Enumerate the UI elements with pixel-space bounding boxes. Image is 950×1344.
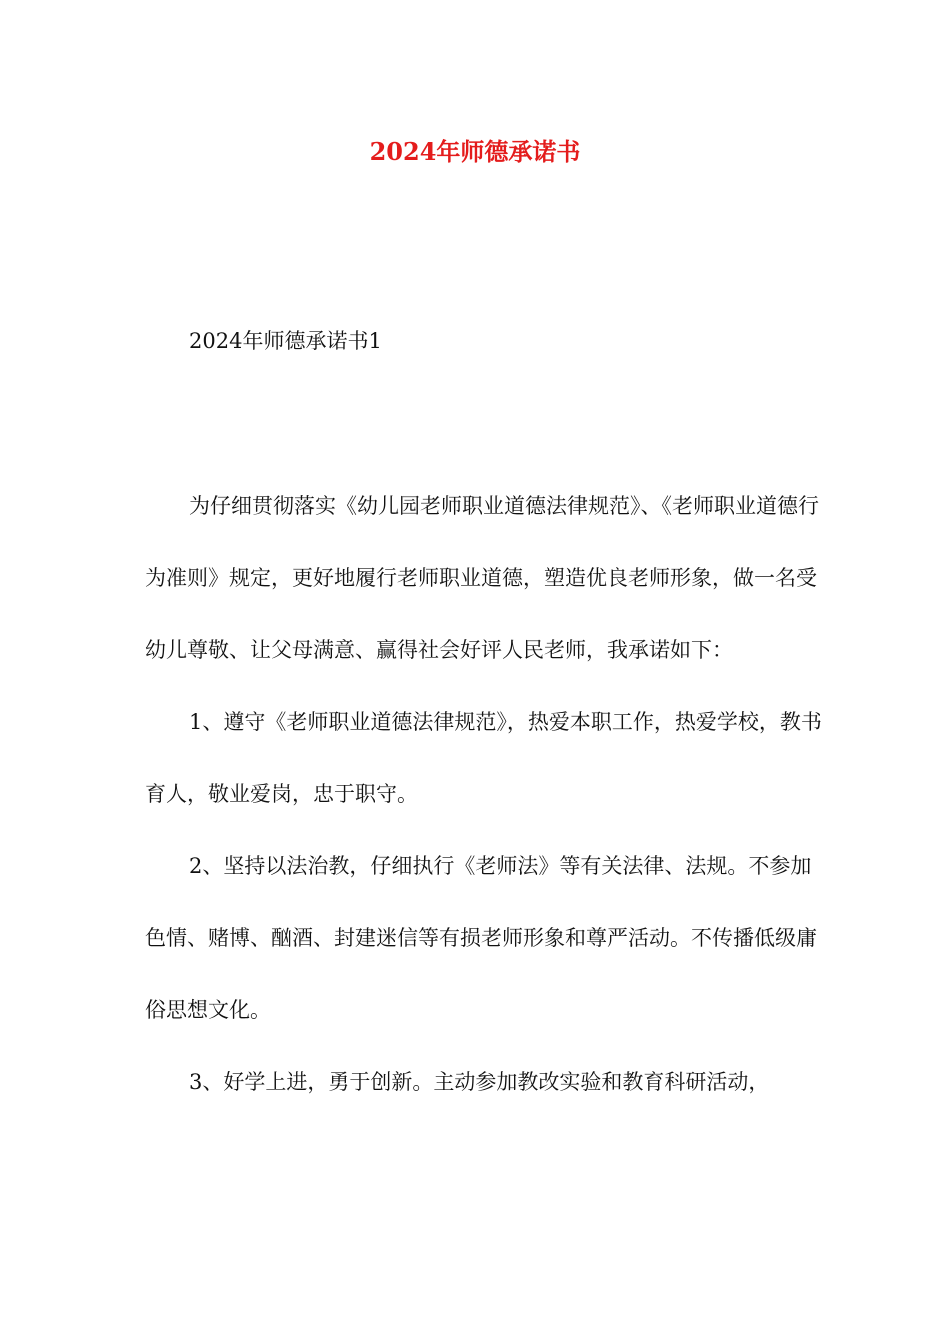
paragraph-item-2: 2、坚持以法治教，仔细执行《老师法》等有关法律、法规。不参加色情、赌博、酗酒、封建迷信等有损老师形象和尊严活动。不传播低级庸俗思想文化。 [145, 854, 817, 1022]
document-subtitle: 2024年师德承诺书1 [189, 329, 382, 353]
document-body [145, 470, 825, 1118]
paragraph-item-1: 1、遵守《老师职业道德法律规范》，热爱本职工作，热爱学校，教书育人，敬业爱岗，忠于职守。 [145, 710, 822, 806]
paragraph-intro: 为仔细贯彻落实《幼儿园老师职业道德法律规范》、《老师职业道德行为准则》规定，更好地履行老师职业道德，塑造优良老师形象，做一名受幼儿尊敬、让父母满意、赢得社会好评人民老师，我承诺如下： [145, 494, 819, 662]
paragraph-item-3: 3、好学上进，勇于创新。主动参加教改实验和教育科研活动， [189, 1070, 770, 1094]
document-title: 2024年师德承诺书 [369, 137, 581, 166]
